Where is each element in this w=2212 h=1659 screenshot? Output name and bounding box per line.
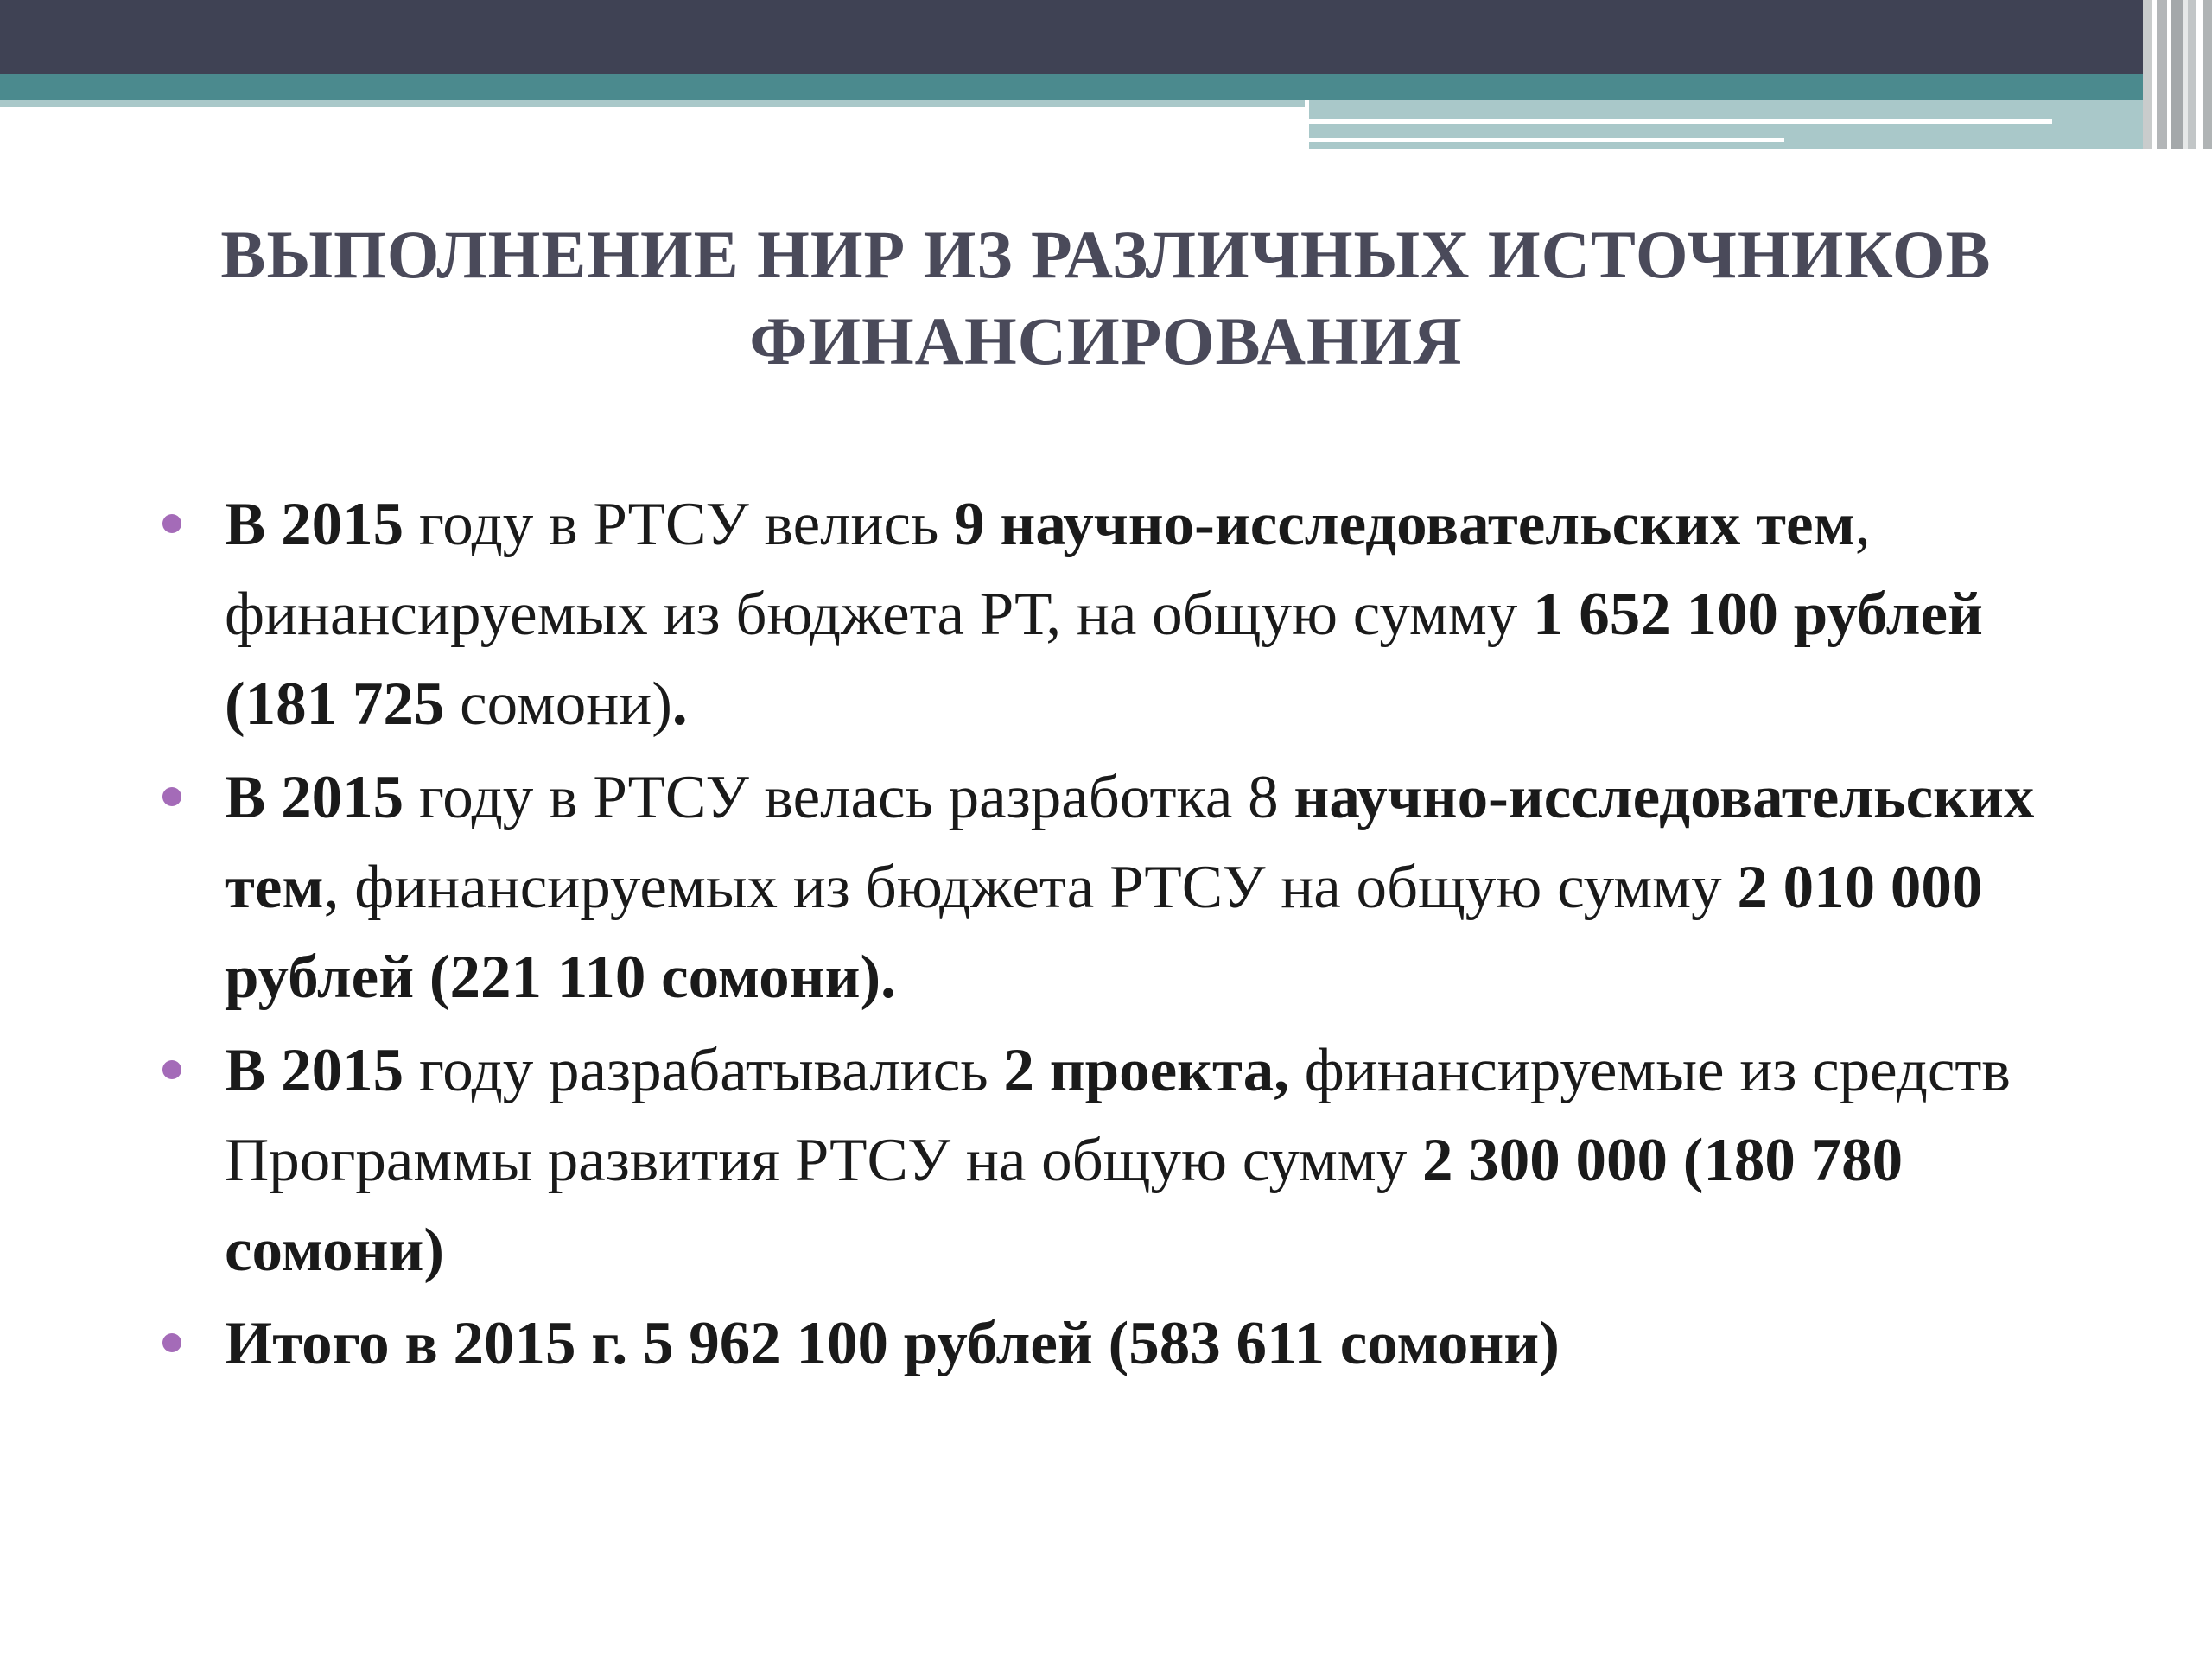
header-stripe-short — [1309, 138, 1784, 142]
bullet-3-text-b: финансируемые из средств Программы развития РТСУ на общую сумму — [225, 1037, 2011, 1194]
bullet-1-currency: сомони) — [444, 671, 672, 738]
bullet-dot-icon — [162, 514, 181, 533]
header-band-teal — [0, 74, 2143, 100]
bullet-2-year: В 2015 — [225, 764, 404, 831]
bullet-item-2 — [156, 753, 2091, 1022]
bullet-1-end: . — [671, 671, 688, 738]
header-band-light — [0, 100, 1305, 107]
bullet-2-topics: научно-исследовательских тем — [225, 764, 2035, 921]
bullet-3-amount: 2 300 000 (180 780 сомони) — [225, 1127, 1904, 1284]
bullet-3-projects: 2 проекта, — [1003, 1037, 1290, 1104]
bullet-2-text-a: году в РТСУ велась разработка 8 — [404, 764, 1294, 831]
header-edge-strips — [2143, 0, 2212, 149]
bullet-2-amount: 2 010 000 рублей (221 110 сомони). — [225, 854, 1983, 1011]
bullet-item-1 — [156, 480, 2091, 749]
bullet-1-text-a: году в РТСУ велись — [404, 491, 955, 558]
bullet-2-text-b: , финансируемых из бюджета РТСУ на общую сумму — [323, 854, 1738, 921]
bullet-1-topics: 9 научно-исследовательских тем — [954, 491, 1855, 558]
bullet-item-4 — [156, 1299, 2091, 1389]
header-stripe — [1309, 119, 2052, 124]
bullet-3-year: В 2015 — [225, 1037, 404, 1104]
bullet-3-text-a: году разрабатывались — [404, 1037, 1004, 1104]
bullet-dot-icon — [162, 1333, 181, 1352]
bullet-4-total: Итого в 2015 г. 5 962 100 рублей (583 611 сомони) — [225, 1310, 1560, 1377]
bullet-item-3 — [156, 1026, 2091, 1295]
bullet-dot-icon — [162, 1060, 181, 1079]
bullet-dot-icon — [162, 787, 181, 806]
title-line-2: ФИНАНСИРОВАНИЯ — [749, 303, 1463, 378]
bullet-1-amount: 1 652 100 рублей (181 725 — [225, 581, 1983, 738]
title-line-1: ВЫПОЛНЕНИЕ НИР ИЗ РАЗЛИЧНЫХ ИСТОЧНИКОВ — [220, 217, 1992, 292]
header-band-dark — [0, 0, 2143, 74]
slide-title — [121, 212, 2091, 385]
bullet-1-year: В 2015 — [225, 491, 404, 558]
bullet-list — [156, 480, 2091, 1392]
bullet-1-text-b: , финансируемых из бюджета РТ, на общую сумму — [225, 491, 1871, 648]
